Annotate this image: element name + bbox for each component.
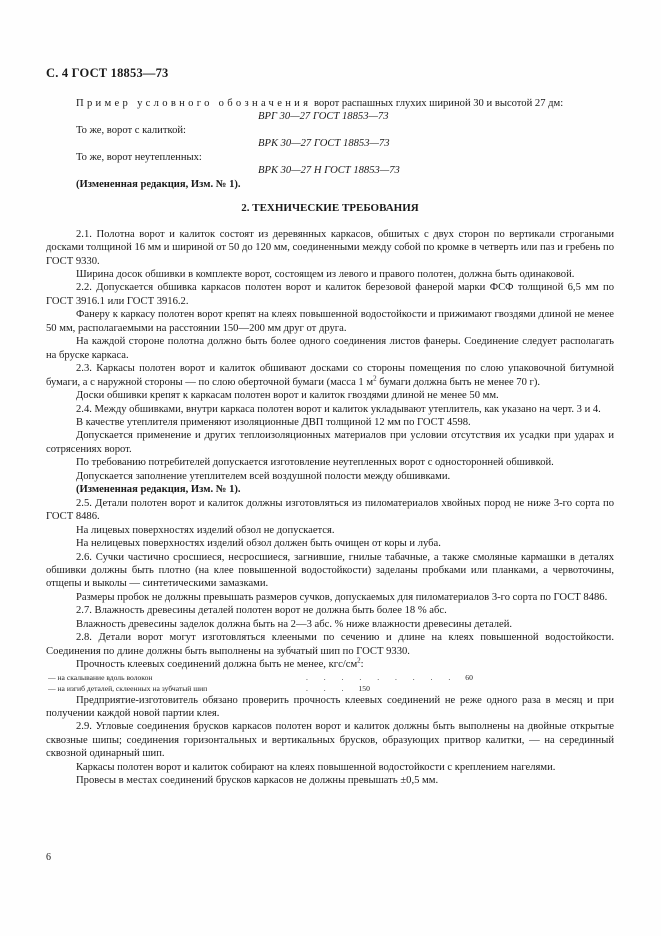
page-header: С. 4 ГОСТ 18853—73	[46, 66, 169, 80]
paragraph-2-8: 2.8. Детали ворот могут изготовляться клееными по сечению и длине на клеях повышенной водостойкости. Соединения по длине должны быть выполнены на зубчатый шип по ГОСТ 9330.	[46, 632, 614, 657]
example-line-2: То же, ворот с калиткой:	[76, 124, 186, 136]
paragraph: Доски обшивки крепят к каркасам полотен ворот и калиток гвоздями длиной не менее 50 мм.	[76, 390, 499, 402]
designation-code-3: ВРК 30—27 Н ГОСТ 18853—73	[258, 165, 400, 177]
paragraph-text: 2.3. Каркасы полотен ворот и калиток обшивают досками со стороны помещения по слою упаковочной битумной бумаги, а с наружной стороны — по слою оберточной бумаги (масса 1 м	[46, 363, 614, 388]
paragraph	[46, 658, 614, 671]
paragraph: Каркасы полотен ворот и калиток собирают на клеях повышенной водостойкости с креплением нагелями.	[76, 761, 556, 773]
paragraph-text: :	[360, 659, 364, 671]
paragraph: Ширина досок обшивки в комплекте ворот, состоящем из левого и правого полотен, должна быть одинаковой.	[76, 268, 575, 280]
example-paragraph	[46, 97, 614, 110]
superscript: 2	[373, 374, 377, 383]
superscript: 2	[357, 656, 361, 665]
example-text: ворот распашных глухих шириной 30 и высотой 27 дм:	[311, 98, 564, 109]
paragraph: Допускается заполнение утеплителем всей воздушной полости между обшивками.	[76, 470, 451, 482]
paragraph: Предприятие-изготовитель обязано проверить прочность клеевых соединений не реже одного раза в месяц и при получении каждой новой партии клея.	[46, 694, 614, 720]
body-text	[46, 97, 614, 788]
paragraph: В качестве утеплителя применяют изоляционные ДВП толщиной 12 мм по ГОСТ 4598.	[76, 416, 471, 428]
edit-note-2: (Измененная редакция, Изм. № 1).	[76, 484, 241, 496]
leader-dots: . . .	[306, 683, 351, 693]
leader-dots: . . . . . . . . .	[306, 672, 458, 682]
strength-row	[46, 683, 614, 694]
paragraph-2-5: 2.5. Детали полотен ворот и калиток должны изготовляться из пиломатериалов хвойных пород не ниже 3-го сорта по ГОСТ 8486.	[46, 497, 614, 523]
paragraph-2-1: 2.1. Полотна ворот и калиток состоят из деревянных каркасов, обшитых с двух сторон по вертикали строгаными досками толщиной 16 мм и шириной от 50 до 120 мм, соединенными между собой по кромке в четверть или паз и гребень по ГОСТ 9330.	[46, 228, 614, 267]
page-number: 6	[46, 852, 51, 863]
paragraph-2-3	[46, 362, 614, 389]
designation-code-1: ВРГ 30—27 ГОСТ 18853—73	[258, 111, 389, 123]
paragraph: На нелицевых поверхностях изделий обзол должен быть очищен от коры и луба.	[76, 538, 441, 550]
example-label: Пример условного обозначения	[76, 98, 312, 109]
edit-note-1: (Измененная редакция, Изм. № 1).	[76, 178, 241, 190]
paragraph: По требованию потребителей допускается изготовление неутепленных ворот с односторонней обшивкой.	[76, 457, 554, 469]
strength-value: 150	[358, 683, 370, 693]
paragraph-2-9: 2.9. Угловые соединения брусков каркасов полотен ворот и калиток должны быть выполнены на двойные открытые сквозные шипы; соединения горизонтальных и вертикальных брусков, образующих притвор калитки, — на серединный сквозной одинарный шип.	[46, 721, 614, 760]
paragraph: Фанеру к каркасу полотен ворот крепят на клеях повышенной водостойкости и прижимают гвоздями длиной не менее 50 мм, располагаемыми на расстоянии 150—200 мм друг от друга.	[46, 309, 614, 334]
paragraph-2-4: 2.4. Между обшивками, внутри каркаса полотен ворот и калиток укладывают утеплитель, как указано на черт. 3 и 4.	[76, 403, 601, 415]
paragraph: Провесы в местах соединений брусков каркасов не должны превышать ±0,5 мм.	[76, 775, 439, 787]
strength-label: — на скалывание вдоль волокон	[48, 672, 153, 682]
paragraph-2-7: 2.7. Влажность древесины деталей полотен ворот не должна быть более 18 % абс.	[76, 605, 447, 617]
strength-label: — на изгиб деталей, склеенных на зубчатый шип	[48, 683, 208, 693]
paragraph: На лицевых поверхностях изделий обзол не допускается.	[76, 524, 335, 536]
paragraph: Влажность древесины заделок должна быть на 2—3 абс. % ниже влажности древесины деталей.	[76, 618, 513, 630]
paragraph: Допускается применение и других теплоизоляционных материалов при условии отсутствия их усадки при ударах и сотрясениях ворот.	[46, 430, 614, 455]
section-title: 2. ТЕХНИЧЕСКИЕ ТРЕБОВАНИЯ	[241, 202, 419, 215]
designation-code-2: ВРК 30—27 ГОСТ 18853—73	[258, 138, 390, 150]
paragraph-2-2: 2.2. Допускается обшивка каркасов полотен ворот и калиток березовой фанерой марки ФСФ толщиной 6,5 мм по ГОСТ 3916.1 или ГОСТ 3916.2.	[46, 282, 614, 307]
paragraph-2-6: 2.6. Сучки частично сросшиеся, несросшиеся, загнившие, гнилые табачные, а также смоляные кармашки в деталях обшивки должны быть плотно (на клее повышенной водостойкости) заделаны пробками или планками, а червоточины, отщепы и выколы — синтетическими замазками.	[46, 551, 614, 590]
strength-value: 60	[465, 672, 473, 682]
paragraph: Размеры пробок не должны превышать размеров сучков, допускаемых для пиломатериалов 3-го сорта по ГОСТ 8486.	[76, 591, 608, 603]
strength-row	[46, 672, 614, 683]
example-line-3: То же, ворот неутепленных:	[76, 151, 202, 163]
paragraph-text: бумаги должна быть не менее 70 г).	[376, 376, 541, 388]
paragraph: На каждой стороне полотна должно быть более одного соединения листов фанеры. Соединение следует располагать на бруске каркаса.	[46, 336, 614, 361]
paragraph-text: Прочность клеевых соединений должна быть не менее, кгс/см	[76, 659, 358, 671]
